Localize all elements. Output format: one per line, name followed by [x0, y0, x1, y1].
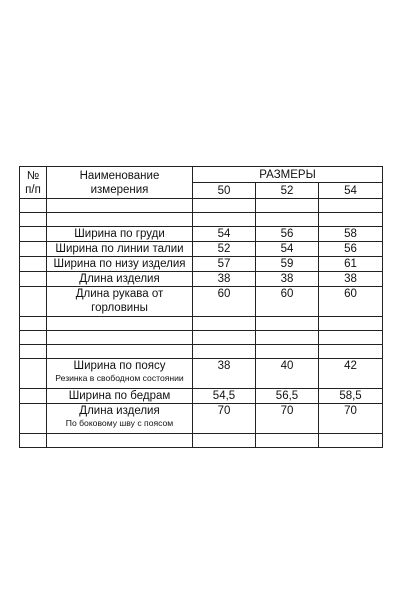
value-cell: 38 — [319, 272, 383, 287]
measurement-name-main: Ширина по поясу — [73, 360, 166, 372]
value-cell: 56 — [256, 227, 319, 242]
header-row-top — [20, 167, 383, 183]
measurement-name-line1: Длина рукава от — [75, 288, 164, 300]
value-cell: 56 — [319, 242, 383, 257]
measurement-name-line2: горловины — [91, 302, 148, 314]
table-row-empty — [20, 345, 383, 359]
header-number-cell — [20, 167, 47, 199]
header-number-label: № — [26, 170, 40, 182]
table-row — [20, 389, 383, 404]
header-name-cell — [47, 167, 193, 199]
value-cell: 38 — [193, 272, 256, 287]
table-row — [20, 227, 383, 242]
table-row-empty — [20, 213, 383, 227]
measurement-name-main: Длина изделия — [79, 405, 160, 417]
size-50: 50 — [193, 183, 256, 199]
size-54: 54 — [319, 183, 383, 199]
table-row-empty — [20, 434, 383, 448]
table-row — [20, 359, 383, 389]
value-cell: 42 — [319, 359, 383, 389]
measurement-name: Ширина по линии талии — [47, 242, 193, 257]
measurement-name — [47, 287, 193, 317]
size-52: 52 — [256, 183, 319, 199]
header-sizes-cell: РАЗМЕРЫ — [193, 167, 383, 183]
measurement-name: Ширина по бедрам — [47, 389, 193, 404]
table-row-empty — [20, 317, 383, 331]
value-cell: 60 — [319, 287, 383, 317]
value-cell: 58,5 — [319, 389, 383, 404]
measurement-note: Резинка в свободном состоянии — [55, 373, 184, 383]
measurement-name — [47, 404, 193, 434]
value-cell: 70 — [256, 404, 319, 434]
table-row-empty — [20, 199, 383, 213]
value-cell: 54 — [256, 242, 319, 257]
measurement-name — [47, 359, 193, 389]
value-cell: 40 — [256, 359, 319, 389]
header-name-label: Наименование — [79, 170, 160, 182]
measurement-name: Ширина по груди — [47, 227, 193, 242]
value-cell: 54 — [193, 227, 256, 242]
value-cell: 57 — [193, 257, 256, 272]
header-name-sublabel: измерения — [90, 184, 149, 196]
value-cell: 54,5 — [193, 389, 256, 404]
value-cell: 58 — [319, 227, 383, 242]
table-row — [20, 287, 383, 317]
table-row — [20, 242, 383, 257]
header-number-sublabel: п/п — [25, 184, 41, 196]
table-row-empty — [20, 331, 383, 345]
measurement-note: По боковому шву с поясом — [65, 418, 174, 428]
measurement-name: Ширина по низу изделия — [47, 257, 193, 272]
size-chart-table — [19, 166, 383, 448]
table-row — [20, 272, 383, 287]
value-cell: 59 — [256, 257, 319, 272]
value-cell: 61 — [319, 257, 383, 272]
value-cell: 38 — [256, 272, 319, 287]
value-cell: 56,5 — [256, 389, 319, 404]
value-cell: 60 — [256, 287, 319, 317]
measurement-name: Длина изделия — [47, 272, 193, 287]
value-cell: 70 — [319, 404, 383, 434]
value-cell: 38 — [193, 359, 256, 389]
table-row — [20, 257, 383, 272]
table-row — [20, 404, 383, 434]
value-cell: 52 — [193, 242, 256, 257]
value-cell: 70 — [193, 404, 256, 434]
value-cell: 60 — [193, 287, 256, 317]
